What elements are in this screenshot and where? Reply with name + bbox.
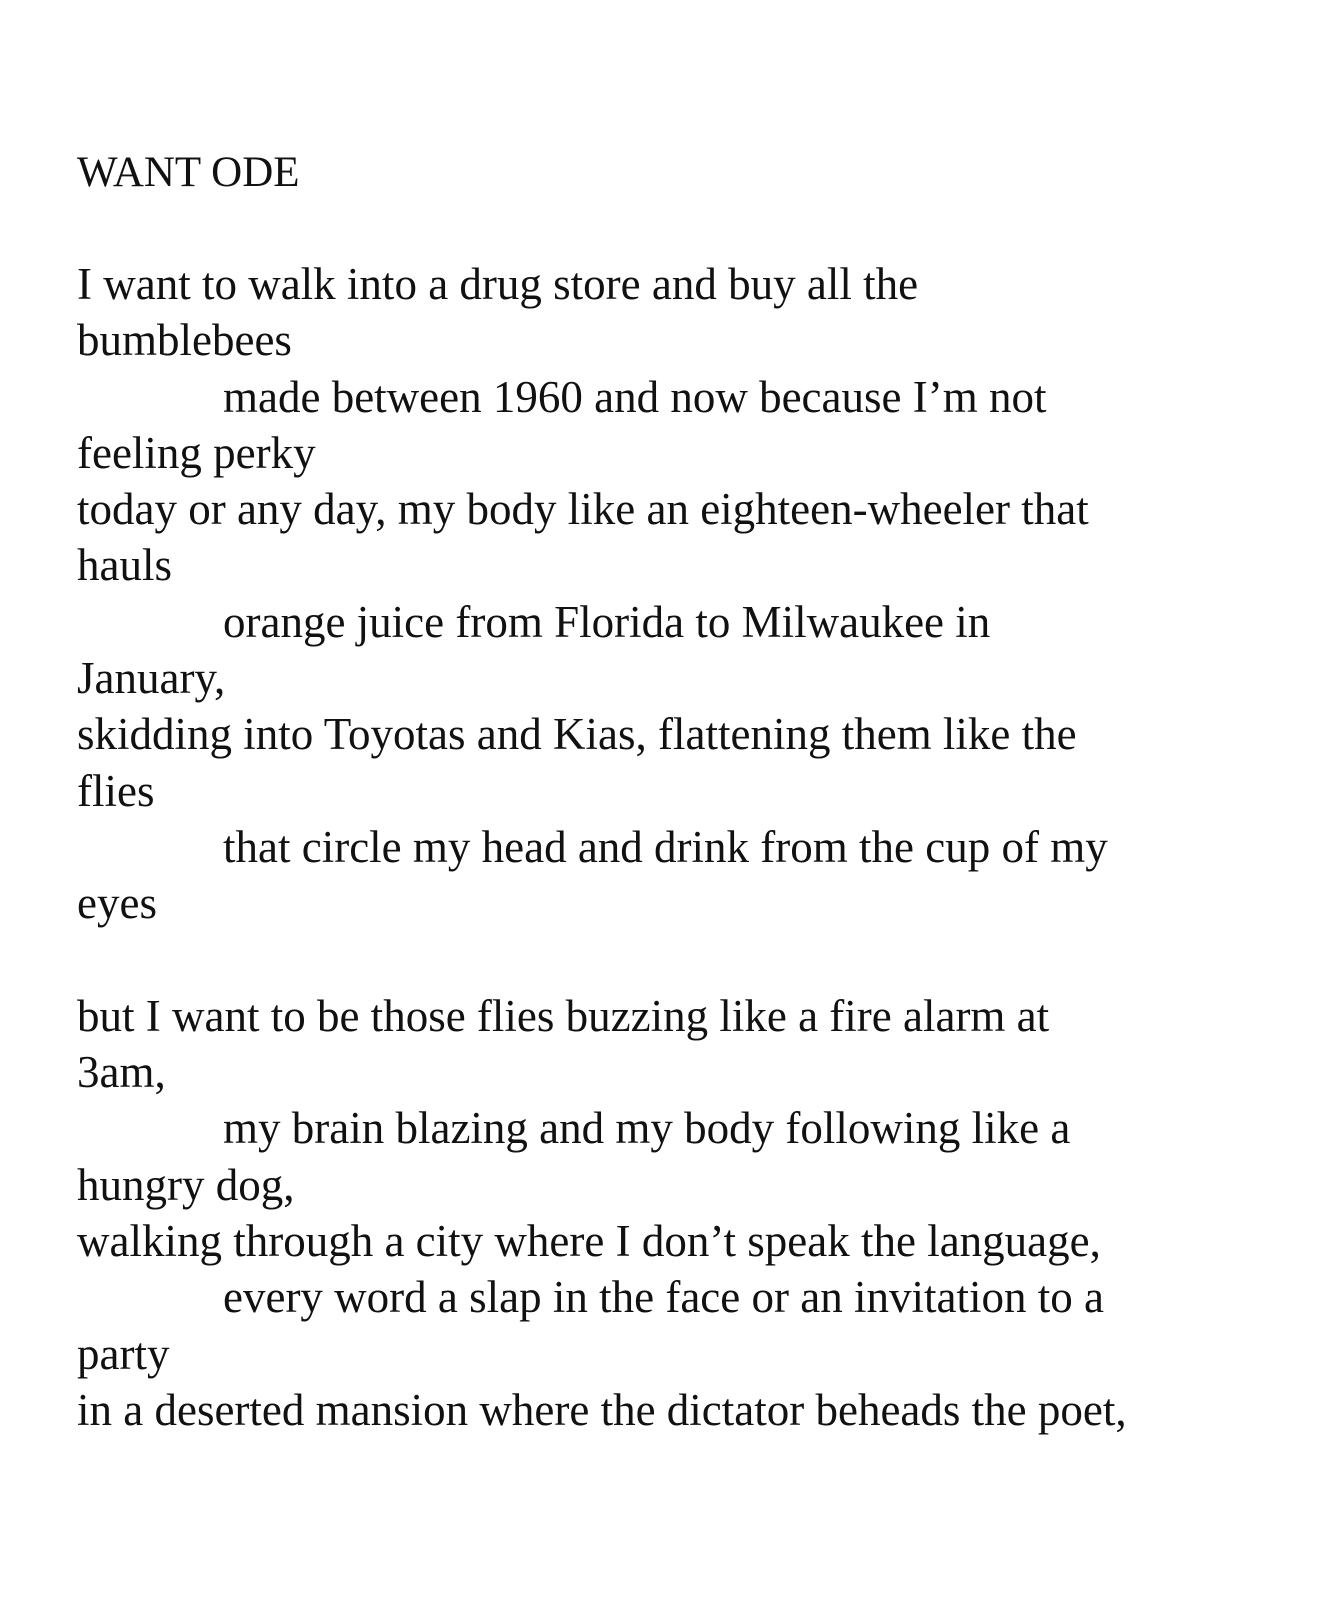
poem-line: party bbox=[77, 1328, 170, 1379]
poem-line: orange juice from Florida to Milwaukee in bbox=[223, 596, 991, 647]
poem-line: bumblebees bbox=[77, 315, 292, 366]
poem-title: WANT ODE bbox=[77, 149, 300, 196]
poem-line: hauls bbox=[77, 540, 172, 591]
poem-line: but I want to be those flies buzzing like a fire alarm at bbox=[77, 990, 1050, 1041]
poem-body bbox=[77, 256, 1297, 1438]
stanza-break bbox=[77, 932, 1297, 988]
poem-line: feeling perky bbox=[77, 427, 316, 478]
poem-line: 3am, bbox=[77, 1047, 166, 1098]
poem-line: January, bbox=[77, 653, 226, 704]
poem-line: my brain blazing and my body following like a bbox=[223, 1103, 1071, 1154]
poem-line: flies bbox=[77, 765, 155, 816]
poem-line: eyes bbox=[77, 878, 157, 929]
poem-line: made between 1960 and now because I’m not bbox=[223, 371, 1047, 422]
poem-line: today or any day, my body like an eighteen-wheeler that bbox=[77, 484, 1089, 535]
poem-line: walking through a city where I don’t speak the language, bbox=[77, 1216, 1101, 1267]
poem-line: every word a slap in the face or an invitation to a bbox=[223, 1272, 1104, 1323]
poem-line: I want to walk into a drug store and buy all the bbox=[77, 259, 919, 309]
poem-line: in a deserted mansion where the dictator beheads the poet, bbox=[77, 1384, 1127, 1435]
poem-line: that circle my head and drink from the cup of my bbox=[223, 821, 1108, 872]
cut-off-next-line bbox=[290, 1440, 1190, 1448]
poem-line: skidding into Toyotas and Kias, flattening them like the bbox=[77, 709, 1077, 760]
poem-line: hungry dog, bbox=[77, 1159, 295, 1210]
